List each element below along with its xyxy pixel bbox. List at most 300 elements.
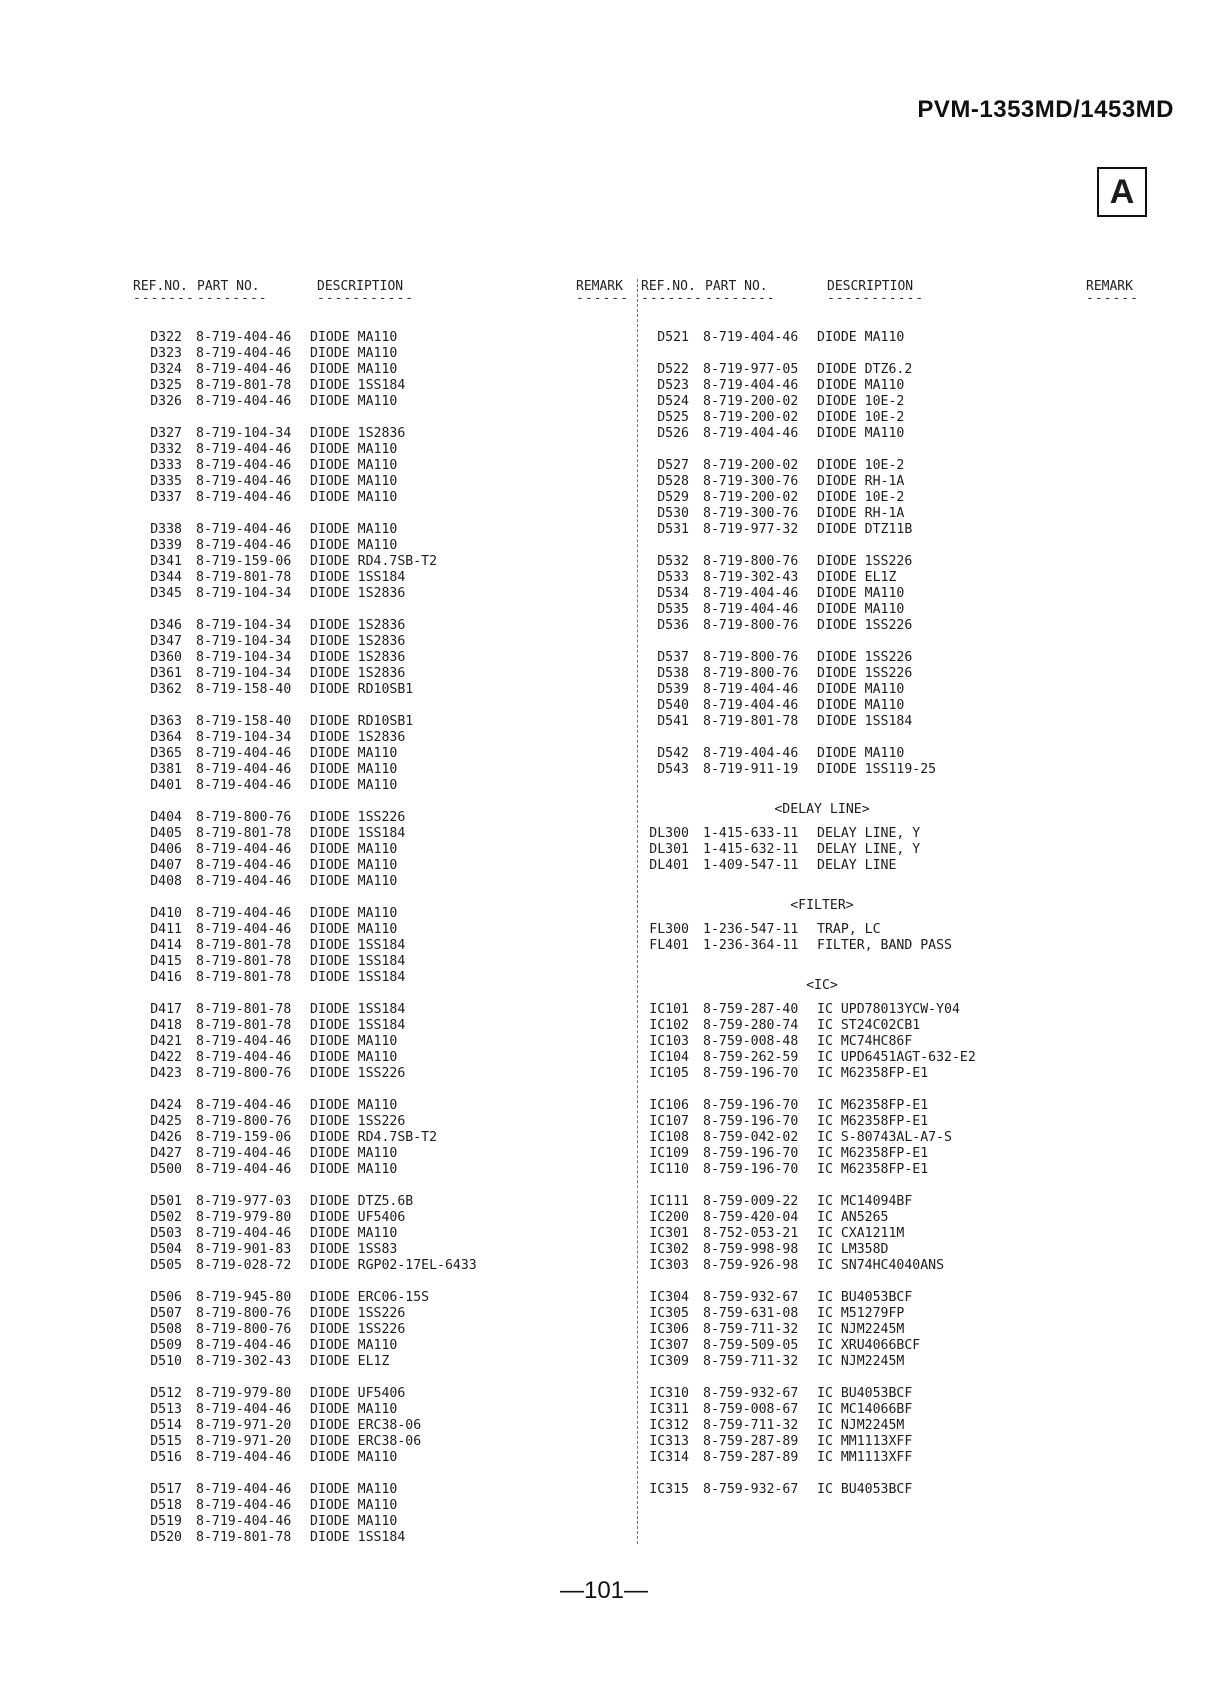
ref-no: IC105 xyxy=(649,1066,689,1081)
ref-no: D534 xyxy=(657,586,689,601)
ref-no: D540 xyxy=(657,698,689,713)
part-no: 8-719-979-80 xyxy=(196,1386,292,1401)
part-row xyxy=(632,714,1012,730)
group-spacer xyxy=(125,1274,477,1290)
description: DIODE 1SS226 xyxy=(817,650,913,665)
description: DIODE RD4.7SB-T2 xyxy=(310,554,438,569)
section-heading: <FILTER> xyxy=(790,898,854,913)
part-row xyxy=(125,1290,477,1306)
part-row xyxy=(632,1130,1012,1146)
part-row xyxy=(125,938,477,954)
part-row xyxy=(125,1098,477,1114)
ref-no: D407 xyxy=(150,858,182,873)
part-row xyxy=(632,1018,1012,1034)
ref-no: D324 xyxy=(150,362,182,377)
part-row xyxy=(125,1354,477,1370)
description: DIODE DTZ5.6B xyxy=(310,1194,414,1209)
part-no: 8-719-801-78 xyxy=(196,378,292,393)
description: DIODE RH-1A xyxy=(817,506,905,521)
group-spacer xyxy=(125,986,477,1002)
description: DIODE ERC38-06 xyxy=(310,1418,422,1433)
description: IC BU4053BCF xyxy=(817,1482,913,1497)
description: IC S-80743AL-A7-S xyxy=(817,1130,952,1145)
ref-no: D506 xyxy=(150,1290,182,1305)
description: DIODE RH-1A xyxy=(817,474,905,489)
description: DIODE MA110 xyxy=(817,602,905,617)
part-row xyxy=(125,538,477,554)
left-col-ref-header xyxy=(133,279,195,304)
part-no: 8-719-404-46 xyxy=(196,458,292,473)
part-no: 8-719-158-40 xyxy=(196,714,292,729)
description: IC LM358D xyxy=(817,1242,889,1257)
description: DIODE MA110 xyxy=(310,1098,398,1113)
description: DIODE 1S2836 xyxy=(310,650,406,665)
ref-no: IC313 xyxy=(649,1434,689,1449)
part-no: 8-759-196-70 xyxy=(703,1146,799,1161)
group-spacer xyxy=(125,602,477,618)
part-row xyxy=(125,1418,477,1434)
part-row xyxy=(632,666,1012,682)
description: DIODE ERC38-06 xyxy=(310,1434,422,1449)
description: DIODE MA110 xyxy=(310,1482,398,1497)
description: DIODE 1SS226 xyxy=(310,1066,406,1081)
part-row xyxy=(125,1530,477,1546)
part-row xyxy=(632,378,1012,394)
group-spacer xyxy=(632,1274,1012,1290)
ref-no: D360 xyxy=(150,650,182,665)
ref-no: IC306 xyxy=(649,1322,689,1337)
right-col-part-header xyxy=(705,279,776,304)
model-title: PVM-1353MD/1453MD xyxy=(917,96,1174,123)
ref-no: D523 xyxy=(657,378,689,393)
group-spacer xyxy=(632,778,1012,794)
part-no: 8-759-196-70 xyxy=(703,1066,799,1081)
ref-no: IC312 xyxy=(649,1418,689,1433)
ref-no: D347 xyxy=(150,634,182,649)
group-spacer xyxy=(125,1466,477,1482)
part-row xyxy=(125,1050,477,1066)
description: DIODE EL1Z xyxy=(310,1354,390,1369)
part-no: 8-719-404-46 xyxy=(196,1146,292,1161)
ref-no: IC314 xyxy=(649,1450,689,1465)
description: DIODE 1SS184 xyxy=(310,1002,406,1017)
description: DIODE MA110 xyxy=(310,1146,398,1161)
ref-no: D539 xyxy=(657,682,689,697)
part-no: 8-719-404-46 xyxy=(196,922,292,937)
description: DIODE MA110 xyxy=(310,1514,398,1529)
ref-no: D507 xyxy=(150,1306,182,1321)
description: IC M62358FP-E1 xyxy=(817,1066,929,1081)
ref-no: DL301 xyxy=(649,842,689,857)
description: TRAP, LC xyxy=(817,922,881,937)
part-no: 8-759-287-89 xyxy=(703,1450,799,1465)
ref-no: D415 xyxy=(150,954,182,969)
part-row xyxy=(125,474,477,490)
ref-no: IC111 xyxy=(649,1194,689,1209)
ref-no: D514 xyxy=(150,1418,182,1433)
part-row xyxy=(632,1226,1012,1242)
right-part-label: PART NO. xyxy=(705,279,768,294)
description: DIODE DTZ11B xyxy=(817,522,913,537)
part-no: 8-759-932-67 xyxy=(703,1482,799,1497)
part-no: 8-759-287-89 xyxy=(703,1434,799,1449)
ref-no: D521 xyxy=(657,330,689,345)
part-no: 8-719-800-76 xyxy=(196,1114,292,1129)
part-no: 8-719-977-05 xyxy=(703,362,799,377)
ref-no: IC107 xyxy=(649,1114,689,1129)
description: IC UPD78013YCW-Y04 xyxy=(817,1002,960,1017)
ref-no: DL401 xyxy=(649,858,689,873)
description: DIODE 1SS119-25 xyxy=(817,762,937,777)
part-no: 8-719-800-76 xyxy=(703,650,799,665)
part-no: 8-719-801-78 xyxy=(196,570,292,585)
description: DIODE RD10SB1 xyxy=(310,682,414,697)
ref-no: D500 xyxy=(150,1162,182,1177)
part-no: 8-759-420-04 xyxy=(703,1210,799,1225)
ref-no: D361 xyxy=(150,666,182,681)
description: IC ST24C02CB1 xyxy=(817,1018,921,1033)
part-no: 8-759-711-32 xyxy=(703,1418,799,1433)
description: DIODE MA110 xyxy=(310,906,398,921)
group-spacer xyxy=(632,874,1012,890)
part-no: 8-719-911-19 xyxy=(703,762,799,777)
part-row xyxy=(125,666,477,682)
ref-no: D422 xyxy=(150,1050,182,1065)
description: DIODE ERC06-15S xyxy=(310,1290,430,1305)
ref-no: D520 xyxy=(150,1530,182,1545)
part-no: 8-759-631-08 xyxy=(703,1306,799,1321)
description: DIODE MA110 xyxy=(817,426,905,441)
ref-no: D537 xyxy=(657,650,689,665)
group-spacer xyxy=(632,1466,1012,1482)
part-row xyxy=(632,1434,1012,1450)
ref-no: IC102 xyxy=(649,1018,689,1033)
ref-no: D515 xyxy=(150,1434,182,1449)
part-no: 8-719-404-46 xyxy=(703,330,799,345)
part-no: 8-719-200-02 xyxy=(703,458,799,473)
part-no: 8-719-404-46 xyxy=(196,1402,292,1417)
ref-no: IC103 xyxy=(649,1034,689,1049)
part-no: 8-719-404-46 xyxy=(196,330,292,345)
part-no: 8-719-404-46 xyxy=(196,490,292,505)
ref-no: D411 xyxy=(150,922,182,937)
group-spacer xyxy=(632,954,1012,970)
description: DIODE MA110 xyxy=(310,490,398,505)
part-row xyxy=(632,1050,1012,1066)
part-row xyxy=(125,970,477,986)
part-row xyxy=(125,426,477,442)
part-no: 8-719-404-46 xyxy=(196,1050,292,1065)
part-no: 8-759-042-02 xyxy=(703,1130,799,1145)
part-no: 8-759-932-67 xyxy=(703,1290,799,1305)
group-spacer xyxy=(632,1178,1012,1194)
part-row xyxy=(632,1002,1012,1018)
part-row xyxy=(632,1338,1012,1354)
ref-no: IC101 xyxy=(649,1002,689,1017)
ref-no: D528 xyxy=(657,474,689,489)
ref-no: IC108 xyxy=(649,1130,689,1145)
part-row xyxy=(632,1146,1012,1162)
page-number: —101— xyxy=(559,1577,649,1604)
part-no: 8-719-801-78 xyxy=(196,938,292,953)
description: DIODE MA110 xyxy=(310,1050,398,1065)
part-row xyxy=(632,570,1012,586)
part-no: 8-759-280-74 xyxy=(703,1018,799,1033)
part-no: 8-719-159-06 xyxy=(196,1130,292,1145)
ref-no: D526 xyxy=(657,426,689,441)
part-no: 8-719-300-76 xyxy=(703,474,799,489)
part-no: 8-719-158-40 xyxy=(196,682,292,697)
part-row xyxy=(125,1258,477,1274)
part-no: 8-719-404-46 xyxy=(196,442,292,457)
part-no: 8-719-200-02 xyxy=(703,410,799,425)
part-row xyxy=(125,874,477,890)
part-no: 8-719-302-43 xyxy=(703,570,799,585)
part-no: 8-719-801-78 xyxy=(196,970,292,985)
ref-no: IC311 xyxy=(649,1402,689,1417)
description: DIODE MA110 xyxy=(817,378,905,393)
left-ref-label: REF.NO. xyxy=(133,279,188,294)
part-no: 1-415-632-11 xyxy=(703,842,799,857)
part-row xyxy=(125,362,477,378)
part-no: 8-759-926-98 xyxy=(703,1258,799,1273)
group-spacer xyxy=(632,634,1012,650)
left-remark-label: REMARK xyxy=(576,279,623,294)
ref-no: D335 xyxy=(150,474,182,489)
ref-no: D339 xyxy=(150,538,182,553)
part-no: 8-719-404-46 xyxy=(196,842,292,857)
description: IC M62358FP-E1 xyxy=(817,1162,929,1177)
ref-no: DL300 xyxy=(649,826,689,841)
description: DIODE MA110 xyxy=(310,778,398,793)
part-no: 8-719-800-76 xyxy=(703,554,799,569)
part-no: 8-719-800-76 xyxy=(196,1066,292,1081)
part-no: 8-719-404-46 xyxy=(703,378,799,393)
part-no: 8-719-404-46 xyxy=(196,1098,292,1113)
ref-no: IC309 xyxy=(649,1354,689,1369)
part-row xyxy=(632,938,1012,954)
part-row xyxy=(632,1402,1012,1418)
part-row xyxy=(632,1386,1012,1402)
part-row xyxy=(125,522,477,538)
description: DIODE MA110 xyxy=(310,394,398,409)
description: DIODE MA110 xyxy=(817,682,905,697)
ref-no: D508 xyxy=(150,1322,182,1337)
part-row xyxy=(632,474,1012,490)
section-heading: <DELAY LINE> xyxy=(774,802,870,817)
part-no: 8-719-104-34 xyxy=(196,650,292,665)
part-no: 8-759-509-05 xyxy=(703,1338,799,1353)
part-no: 8-719-404-46 xyxy=(196,1482,292,1497)
part-row xyxy=(125,1130,477,1146)
ref-no: D416 xyxy=(150,970,182,985)
part-no: 8-752-053-21 xyxy=(703,1226,799,1241)
ref-no: D535 xyxy=(657,602,689,617)
ref-no: IC310 xyxy=(649,1386,689,1401)
header-underline: -------- xyxy=(197,291,268,306)
left-col-remark-header xyxy=(576,279,629,304)
part-row xyxy=(125,954,477,970)
part-no: 8-719-200-02 xyxy=(703,394,799,409)
ref-no: D327 xyxy=(150,426,182,441)
description: DIODE RGP02-17EL-6433 xyxy=(310,1258,477,1273)
part-row xyxy=(125,330,477,346)
description: DIODE 10E-2 xyxy=(817,394,905,409)
description: DIODE MA110 xyxy=(310,1162,398,1177)
part-row xyxy=(125,1402,477,1418)
part-no: 8-719-404-46 xyxy=(196,362,292,377)
part-row xyxy=(632,490,1012,506)
description: FILTER, BAND PASS xyxy=(817,938,952,953)
part-row xyxy=(632,522,1012,538)
part-no: 8-719-404-46 xyxy=(196,762,292,777)
ref-no: D538 xyxy=(657,666,689,681)
part-row xyxy=(632,746,1012,762)
description: IC XRU4066BCF xyxy=(817,1338,921,1353)
part-row xyxy=(125,458,477,474)
part-no: 8-719-104-34 xyxy=(196,730,292,745)
part-no: 8-719-404-46 xyxy=(703,746,799,761)
group-spacer xyxy=(125,410,477,426)
description: IC SN74HC4040ANS xyxy=(817,1258,945,1273)
description: DIODE 1SS184 xyxy=(310,938,406,953)
part-row xyxy=(125,650,477,666)
part-no: 8-719-977-32 xyxy=(703,522,799,537)
part-row xyxy=(632,698,1012,714)
part-row xyxy=(632,1242,1012,1258)
part-row xyxy=(125,1162,477,1178)
part-row xyxy=(632,1322,1012,1338)
description: DIODE MA110 xyxy=(310,538,398,553)
group-spacer xyxy=(125,794,477,810)
description: DIODE 10E-2 xyxy=(817,410,905,425)
ref-no: D509 xyxy=(150,1338,182,1353)
part-row xyxy=(632,842,1012,858)
ref-no: IC104 xyxy=(649,1050,689,1065)
part-no: 8-759-196-70 xyxy=(703,1098,799,1113)
right-desc-label: DESCRIPTION xyxy=(827,279,914,294)
part-no: 8-719-977-03 xyxy=(196,1194,292,1209)
part-no: 8-719-404-46 xyxy=(703,682,799,697)
description: DIODE MA110 xyxy=(310,1498,398,1513)
part-no: 8-719-801-78 xyxy=(196,826,292,841)
description: IC M62358FP-E1 xyxy=(817,1098,929,1113)
description: IC M62358FP-E1 xyxy=(817,1146,929,1161)
ref-no: IC110 xyxy=(649,1162,689,1177)
part-no: 8-759-287-40 xyxy=(703,1002,799,1017)
part-no: 1-236-547-11 xyxy=(703,922,799,937)
part-no: 8-719-800-76 xyxy=(703,666,799,681)
part-row xyxy=(632,618,1012,634)
description: DIODE MA110 xyxy=(310,762,398,777)
part-no: 8-719-404-46 xyxy=(703,602,799,617)
part-row xyxy=(125,570,477,586)
part-no: 8-719-404-46 xyxy=(703,426,799,441)
part-no: 8-719-404-46 xyxy=(196,1034,292,1049)
part-row xyxy=(125,762,477,778)
ref-no: D337 xyxy=(150,490,182,505)
ref-no: D406 xyxy=(150,842,182,857)
description: DIODE 1SS226 xyxy=(817,618,913,633)
part-no: 8-719-104-34 xyxy=(196,618,292,633)
ref-no: D542 xyxy=(657,746,689,761)
description: DELAY LINE xyxy=(817,858,897,873)
part-row xyxy=(632,1450,1012,1466)
header-underline: ------- xyxy=(133,291,195,306)
description: DIODE MA110 xyxy=(310,442,398,457)
ref-no: D344 xyxy=(150,570,182,585)
ref-no: D346 xyxy=(150,618,182,633)
ref-no: D503 xyxy=(150,1226,182,1241)
part-no: 8-719-404-46 xyxy=(196,778,292,793)
part-no: 8-719-404-46 xyxy=(196,346,292,361)
ref-no: D541 xyxy=(657,714,689,729)
description: IC MC74HC86F xyxy=(817,1034,913,1049)
ref-no: FL401 xyxy=(649,938,689,953)
ref-no: D529 xyxy=(657,490,689,505)
part-row xyxy=(125,826,477,842)
ref-no: D333 xyxy=(150,458,182,473)
description: DIODE MA110 xyxy=(310,1402,398,1417)
description: DELAY LINE, Y xyxy=(817,842,921,857)
description: DIODE MA110 xyxy=(310,330,398,345)
part-row xyxy=(632,1210,1012,1226)
ref-no: D341 xyxy=(150,554,182,569)
part-no: 8-759-998-98 xyxy=(703,1242,799,1257)
part-row xyxy=(632,1034,1012,1050)
ref-no: D408 xyxy=(150,874,182,889)
part-row xyxy=(632,762,1012,778)
ref-no: D517 xyxy=(150,1482,182,1497)
description: IC MM1113XFF xyxy=(817,1434,913,1449)
description: DIODE MA110 xyxy=(310,522,398,537)
right-col-ref-header xyxy=(641,279,703,304)
part-row xyxy=(125,1226,477,1242)
part-row xyxy=(125,1146,477,1162)
group-spacer xyxy=(125,1370,477,1386)
ref-no: D325 xyxy=(150,378,182,393)
header-underline: ----------- xyxy=(317,291,415,306)
part-row xyxy=(632,1258,1012,1274)
ref-no: D418 xyxy=(150,1018,182,1033)
description: DIODE MA110 xyxy=(310,458,398,473)
description: DIODE MA110 xyxy=(310,842,398,857)
part-row xyxy=(125,1338,477,1354)
part-row xyxy=(125,1194,477,1210)
part-no: 8-719-971-20 xyxy=(196,1418,292,1433)
part-no: 8-719-800-76 xyxy=(196,810,292,825)
ref-no: D365 xyxy=(150,746,182,761)
description: IC MC14066BF xyxy=(817,1402,913,1417)
part-no: 8-759-262-59 xyxy=(703,1050,799,1065)
part-no: 8-719-404-46 xyxy=(196,394,292,409)
right-col-remark-header xyxy=(1086,279,1139,304)
part-row xyxy=(125,1210,477,1226)
part-no: 8-719-404-46 xyxy=(703,586,799,601)
part-no: 8-719-404-46 xyxy=(703,698,799,713)
description: DIODE MA110 xyxy=(817,746,905,761)
group-spacer xyxy=(632,346,1012,362)
ref-no: D323 xyxy=(150,346,182,361)
ref-no: D417 xyxy=(150,1002,182,1017)
part-no: 8-759-711-32 xyxy=(703,1322,799,1337)
description: DIODE 1SS184 xyxy=(310,970,406,985)
header-underline: ------- xyxy=(641,291,703,306)
description: IC M51279FP xyxy=(817,1306,905,1321)
part-row xyxy=(125,1482,477,1498)
part-row xyxy=(632,1098,1012,1114)
part-no: 8-719-901-83 xyxy=(196,1242,292,1257)
